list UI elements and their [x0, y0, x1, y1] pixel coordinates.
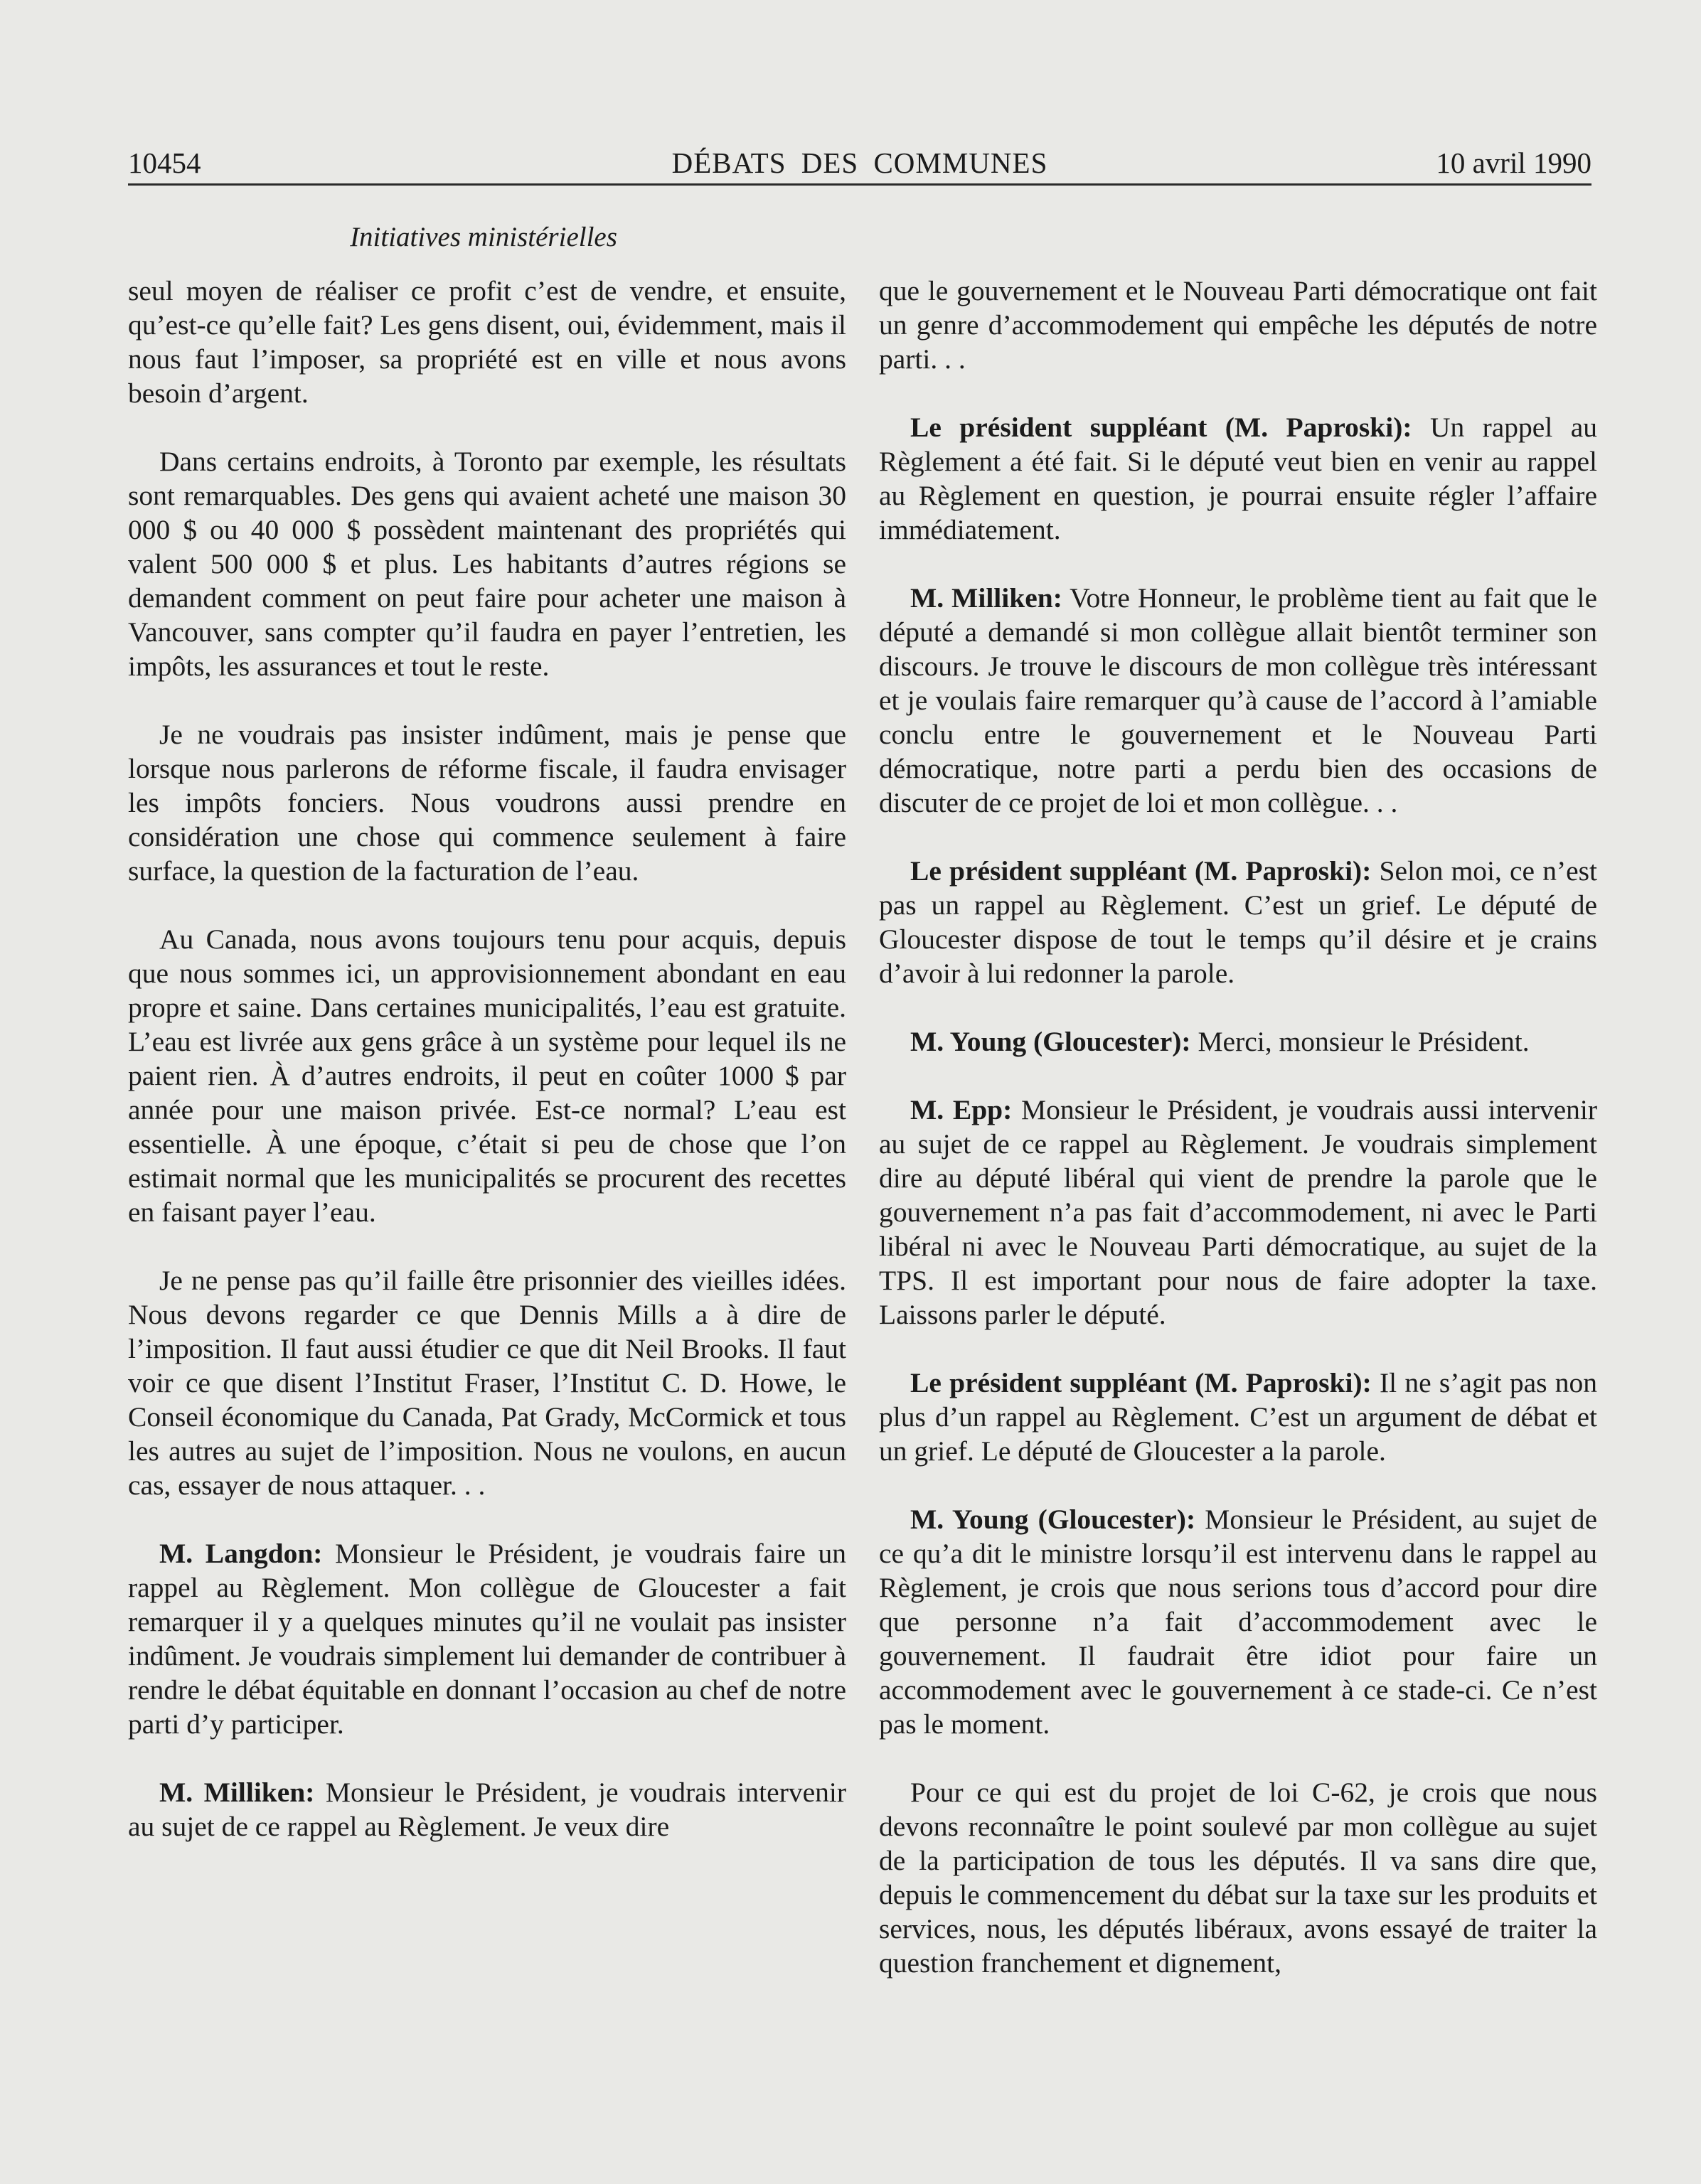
section-title: Initiatives ministérielles [350, 222, 617, 252]
speaker-name: Le président suppléant (M. Paproski): [910, 855, 1372, 887]
speech-paragraph [879, 581, 1597, 820]
header-rule [128, 183, 1591, 186]
speaker-name: M. Langdon: [159, 1538, 323, 1569]
left-column [128, 274, 846, 1878]
right-column [879, 274, 1597, 2014]
paragraph-text: Selon moi, ce n’est pas un rappel au Règlement. C’est un grief. Le député de Gloucester dispose de tout le temps qu’il désire et je crains d’avoir à lui redonner la parole. [879, 855, 1597, 989]
speaker-name: M. Young (Gloucester): [910, 1504, 1196, 1535]
speaker-name: M. Epp: [910, 1094, 1013, 1125]
paragraph-text: Un rappel au Règlement a été fait. Si le député veut bien en venir au rappel au Règlement en question, je pourrai ensuite régler l’affaire immédiatement. [879, 412, 1598, 545]
paragraph-text: Monsieur le Président, je voudrais aussi intervenir au sujet de ce rappel au Règlement. Je voudrais simplement dire au député libéral qui vient de prendre la parole que le gouvernement n’a pas fait d’accommodement, ni avec le Parti libéral ni avec le Nouveau Parti démocratique, au sujet de la TPS. Il est important pour nous de faire adopter la taxe. Laissons parler le député. [879, 1094, 1598, 1330]
running-header [128, 142, 1591, 183]
paragraph [128, 444, 846, 683]
paragraph [879, 1775, 1597, 1980]
paragraph-text: seul moyen de réaliser ce profit c’est de vendre, et ensuite, qu’est-ce qu’elle fait? Les gens disent, oui, évidemment, mais il nous faut l’imposer, sa propriété est en ville et nous avons besoin d’argent. [128, 275, 846, 409]
paragraph [879, 274, 1597, 376]
paragraph [128, 274, 846, 410]
speaker-name: Le président suppléant (M. Paproski): [910, 412, 1412, 443]
paragraph-text: Pour ce qui est du projet de loi C-62, je crois que nous devons reconnaître le point soulevé par mon collègue au sujet de la participation de tous les députés. Il va sans dire que, depuis le commencement du débat sur la taxe sur les produits et services, nous, les députés libéraux, avons essayé de traiter la question franchement et dignement, [879, 1777, 1597, 1979]
paragraph [128, 922, 846, 1229]
paragraph-text: Je ne pense pas qu’il faille être prisonnier des vieilles idées. Nous devons regarder ce que Dennis Mills a à dire de l’imposition. Il faut aussi étudier ce que dit Neil Brooks. Il faut voir ce que disent l’Institut Fraser, l’Institut C. D. Howe, le Conseil économique du Canada, Pat Grady, McCormick et tous les autres au sujet de l’imposition. Nous ne voulons, en aucun cas, essayer de nous attaquer. . . [128, 1265, 846, 1501]
speech-paragraph [879, 410, 1597, 547]
paragraph [128, 1263, 846, 1502]
paragraph-text: Monsieur le Président, au sujet de ce qu’a dit le ministre lorsqu’il est intervenu dans le rappel au Règlement, je crois que nous serions tous d’accord pour dire que personne n’a fait d’accommodement avec le gouvernement. Il faudrait être idiot pour faire un accommodement avec le gouvernement à ce stade-ci. Ce n’est pas le moment. [879, 1504, 1598, 1740]
speaker-name: Le président suppléant (M. Paproski): [910, 1367, 1372, 1398]
paragraph-text: Votre Honneur, le problème tient au fait que le député a demandé si mon collègue allait bientôt terminer son discours. Je trouve le discours de mon collègue très intéressant et je voulais faire remarquer qu’à cause de l’accord à l’amiable conclu entre le gouvernement et le Nouveau Parti démocratique, notre parti a perdu bien des occasions de discuter de ce projet de loi et mon collègue. . . [879, 582, 1597, 818]
paragraph-text: Je ne voudrais pas insister indûment, mais je pense que lorsque nous parlerons de réforme fiscale, il faudra envisager les impôts fonciers. Nous voudrons aussi prendre en considération une chose qui commence seulement à faire surface, la question de la facturation de l’eau. [128, 719, 846, 887]
speech-paragraph [128, 1775, 846, 1843]
journal-title: DÉBATS DES COMMUNES [671, 146, 1048, 179]
speech-paragraph [879, 1093, 1597, 1332]
paragraph-text: Merci, monsieur le Président. [1198, 1026, 1530, 1057]
paragraph-text: Dans certains endroits, à Toronto par exemple, les résultats sont remarquables. Des gens qui avaient acheté une maison 30 000 $ ou 40 000 $ possèdent maintenant des propriétés qui valent 500 000 $ et plus. Les habitants d’autres régions se demandent comment on peut faire pour acheter une maison à Vancouver, sans compter qu’il faudra en payer l’entretien, les impôts, les assurances et tout le reste. [128, 446, 846, 682]
speaker-name: M. Milliken: [910, 582, 1062, 614]
speech-paragraph [128, 1536, 846, 1741]
speaker-name: M. Young (Gloucester): [910, 1026, 1191, 1057]
speech-paragraph [879, 1024, 1597, 1059]
paragraph-text: Monsieur le Président, je voudrais faire un rappel au Règlement. Mon collègue de Gloucester a fait remarquer il y a quelques minutes qu’il ne voulait pas insister indûment. Je voudrais simplement lui demander de contribuer à rendre le débat équitable en donnant l’occasion au chef de notre parti d’y participer. [128, 1538, 846, 1740]
paragraph-text: Monsieur le Président, je voudrais intervenir au sujet de ce rappel au Règlement. Je veux dire [128, 1777, 847, 1842]
speaker-name: M. Milliken: [159, 1777, 315, 1808]
page-number: 10454 [128, 146, 201, 179]
speech-paragraph [879, 854, 1597, 990]
paragraph [128, 717, 846, 888]
speech-paragraph [879, 1502, 1597, 1741]
publication-date: 10 avril 1990 [1436, 146, 1591, 179]
speech-paragraph [879, 1366, 1597, 1468]
paragraph-text: Il ne s’agit pas non plus d’un rappel au Règlement. C’est un argument de débat et un grief. Le député de Gloucester a la parole. [879, 1367, 1598, 1467]
paragraph-text: Au Canada, nous avons toujours tenu pour acquis, depuis que nous sommes ici, un approvisionnement abondant en eau propre et saine. Dans certaines municipalités, l’eau est gratuite. L’eau est livrée aux gens grâce à un système pour lequel ils ne paient rien. À d’autres endroits, il peut en coûter 1000 $ par année pour une maison privée. Est-ce normal? L’eau est essentielle. À une époque, c’était si peu de chose que l’on estimait normal que les municipalités se procurent des recettes en faisant payer l’eau. [128, 924, 846, 1228]
paragraph-text: que le gouvernement et le Nouveau Parti démocratique ont fait un genre d’accommodement qui empêche les députés de notre parti. . . [879, 275, 1597, 375]
